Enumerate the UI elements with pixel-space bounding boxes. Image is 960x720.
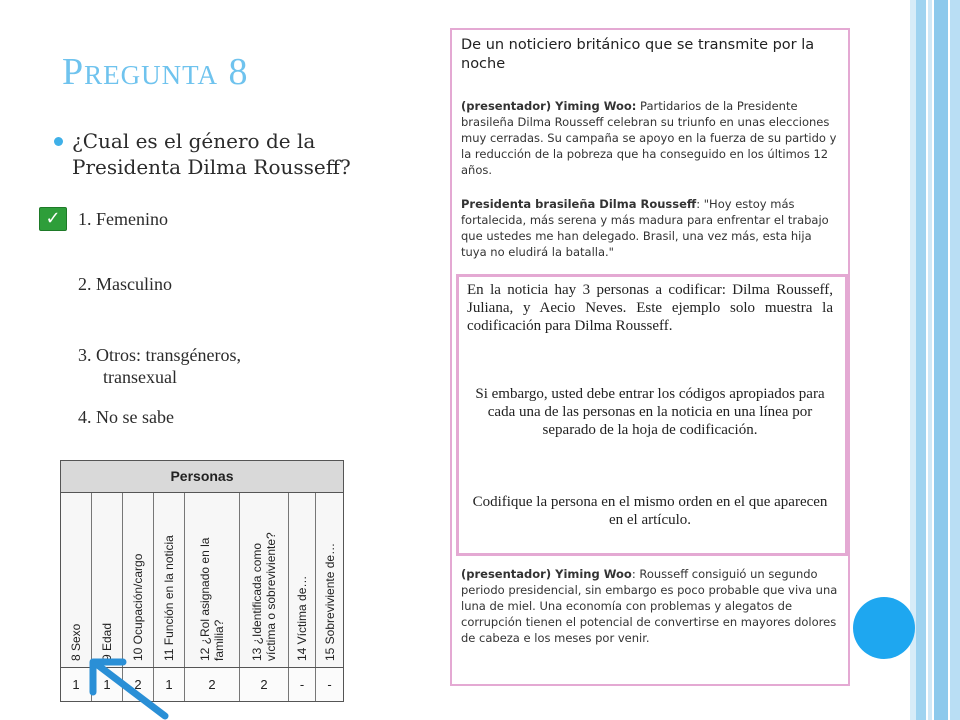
column-sexo <box>61 493 92 667</box>
column-label: 11 Función en la noticia <box>162 535 176 661</box>
check-icon: ✓ <box>39 207 67 231</box>
news-paragraph-2 <box>461 196 839 260</box>
column-ocupacion <box>123 493 154 667</box>
speaker-label: Presidenta brasileña Dilma Rousseff <box>461 197 697 211</box>
speaker-label: (presentador) Yiming Woo: <box>461 99 637 113</box>
table-cell: 2 <box>185 668 240 701</box>
pointer-arrow-icon <box>85 658 175 720</box>
paragraph-text: : Rousseff consiguió un segundo periodo presidencial, sin embargo es poco probable que viva una luna de miel. Una economía con problemas y alegatos de corrupción tienen el potencial de convertirse en mayores dolores de cabeza e los meses por venir. <box>461 567 838 645</box>
column-label <box>198 538 226 661</box>
instruction-paragraph-1: En la noticia hay 3 personas a codificar: Dilma Rousseff, Juliana, y Aecio Neves. Este ejemplo solo muestra la codificación para Dilma Rousseff. <box>467 282 833 334</box>
column-sobreviviente-de <box>316 493 343 667</box>
table-cell: - <box>327 677 332 692</box>
column-label: 10 Ocupación/cargo <box>131 553 145 661</box>
column-label-line1: 12 ¿Rol asignado en la <box>198 537 212 661</box>
column-victima-sobreviviente <box>240 493 289 667</box>
instruction-paragraph-2: Si embargo, usted debe entrar los códigos apropiados para cada una de las personas en la noticia en una línea por separado de la hoja de codificación. <box>475 386 825 438</box>
column-victima-de <box>289 493 316 667</box>
option-otros-line1: 3. Otros: transgéneros, <box>78 345 241 365</box>
option-femenino: 1. Femenino <box>78 209 168 229</box>
column-label: 9 Edad <box>100 622 114 661</box>
column-label: 8 Sexo <box>69 623 83 661</box>
column-label: 15 Sobreviviente de… <box>322 542 337 661</box>
instruction-paragraph-3: Codifique la persona en el mismo orden en el que aparecen en el artículo. <box>472 494 828 528</box>
column-label: 14 Víctima de… <box>295 575 309 661</box>
column-rol-familia <box>185 493 240 667</box>
table-cell: 1 <box>61 668 92 701</box>
question-text: ¿Cual es el género de la Presidenta Dilma Rousseff? <box>72 129 351 179</box>
news-panel <box>450 28 850 686</box>
option-otros <box>78 344 241 388</box>
table-cell: 2 <box>240 668 289 701</box>
coding-instructions-box <box>456 274 848 556</box>
paragraph-text: Partidarios de la Presidente brasileña Dilma Rousseff celebran su triunfo en unas elecciones muy cerradas. Su campaña se apoyo en la fuerza de su partido y la reducción de la pobreza que ha conseguido en los últimos 12 años. <box>461 99 837 177</box>
table-cell: - <box>289 668 316 701</box>
page-title: Pregunta 8 <box>62 51 249 93</box>
bullet-dot-icon <box>54 137 63 146</box>
table-cell: 1 <box>92 668 123 701</box>
table-cell: 2 <box>123 668 154 701</box>
column-label-line1: 13 ¿Identificada como <box>250 542 264 661</box>
paragraph-text: : "Hoy estoy más fortalecida, más serena y más madura para enfrentar el trabajo que ustedes me han delegado. Brasil, una vez más, esta hija tuya no eludirá la batalla." <box>461 197 829 259</box>
column-label-line2: familia? <box>212 619 226 661</box>
question <box>54 128 414 180</box>
column-label <box>250 532 278 661</box>
news-paragraph-3 <box>461 566 839 646</box>
decorative-circle <box>853 597 915 659</box>
panel-heading: De un noticiero británico que se transmite por la noche <box>461 37 815 72</box>
option-masculino: 2. Masculino <box>78 274 172 294</box>
speaker-label: (presentador) Yiming Woo <box>461 567 632 581</box>
table-column-headers <box>61 493 343 668</box>
option-no-se-sabe: 4. No se sabe <box>78 407 174 427</box>
table-cell: 1 <box>154 668 185 701</box>
column-funcion <box>154 493 185 667</box>
news-paragraph-1 <box>461 98 839 178</box>
table-header: Personas <box>61 461 343 493</box>
option-otros-line2: transexual <box>103 367 177 387</box>
column-label-line2: víctima o sobreviviente? <box>264 532 278 661</box>
column-edad <box>92 493 123 667</box>
decorative-stripes <box>910 0 960 720</box>
